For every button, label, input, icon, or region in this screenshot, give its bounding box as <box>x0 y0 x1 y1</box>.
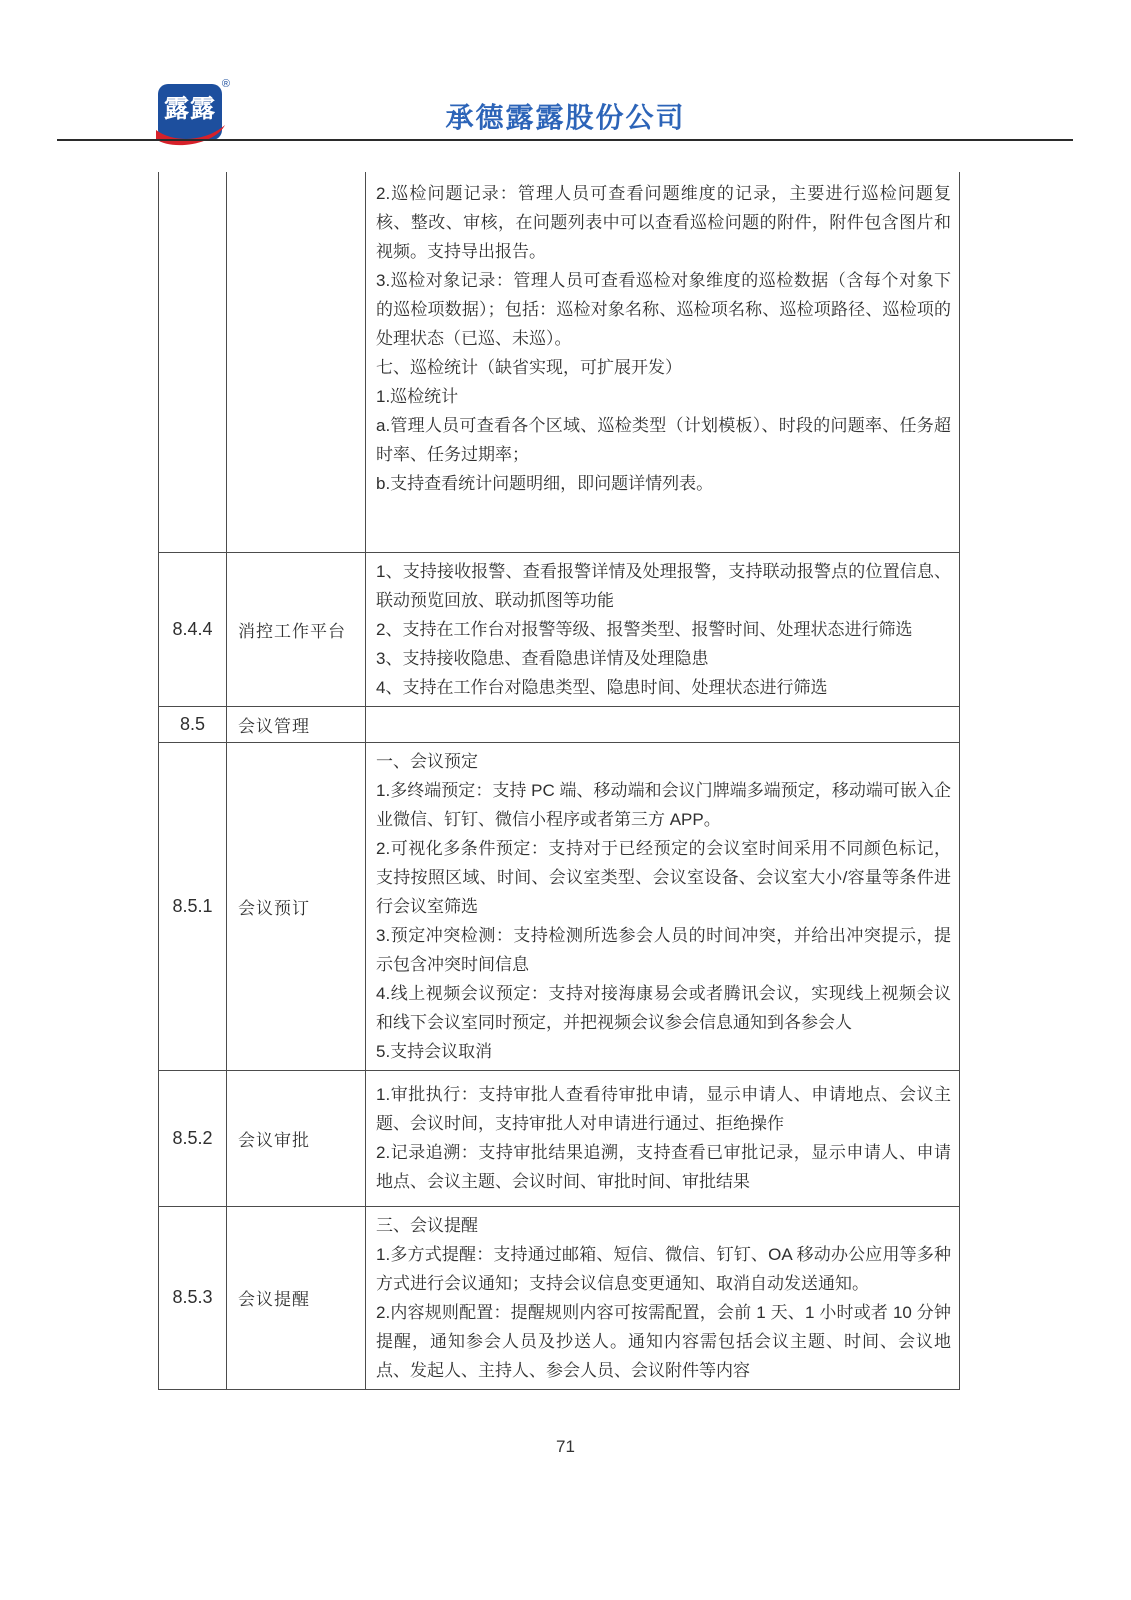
page-number: 71 <box>556 1437 575 1456</box>
row-label-cell: 会议管理 <box>227 706 366 742</box>
row-content-cell: 1.审批执行：支持审批人查看待审批申请，显示申请人、申请地点、会议主题、会议时间，支持审批人对申请进行通过、拒绝操作 2.记录追溯：支持审批结果追溯，支持查看已审批记录，显示申请人、申请地点、会议主题、会议时间、审批时间、审批结果 <box>366 1070 960 1206</box>
row-label-cell: 会议提醒 <box>227 1206 366 1389</box>
table-row-8-5-1 <box>159 742 960 1070</box>
row-content-cell: 2.巡检问题记录：管理人员可查看问题维度的记录，主要进行巡检问题复核、整改、审核，在问题列表中可以查看巡检问题的附件，附件包含图片和视频。支持导出报告。 3.巡检对象记录：管理人员可查看巡检对象维度的巡检数据（含每个对象下的巡检项数据）；包括：巡检对象名称、巡检项名称、巡检项路径、巡检项的处理状态（已巡、未巡）。 七、巡检统计（缺省实现，可扩展开发） 1.巡检统计 a.管理人员可查看各个区域、巡检类型（计划模板）、时段的问题率、任务超时率、任务过期率； b.支持查看统计问题明细，即问题详情列表。 <box>366 172 960 552</box>
table-row-8-5 <box>159 706 960 742</box>
row-number-cell: 8.5.3 <box>159 1206 227 1389</box>
table-row-continuation <box>159 172 960 552</box>
company-name-title: 承德露露股份公司 <box>445 102 686 133</box>
row-label-cell: 会议预订 <box>227 742 366 1070</box>
row-label-cell <box>227 172 366 552</box>
row-number-cell: 8.4.4 <box>159 552 227 706</box>
header-divider <box>57 139 1073 141</box>
logo-text: 露露 <box>163 94 216 123</box>
table-row-8-5-3 <box>159 1206 960 1389</box>
row-number-cell: 8.5.1 <box>159 742 227 1070</box>
row-number-cell <box>159 172 227 552</box>
registered-mark: ® <box>221 78 230 90</box>
row-content-cell: 1、支持接收报警、查看报警详情及处理报警，支持联动报警点的位置信息、联动预览回放、联动抓图等功能 2、支持在工作台对报警等级、报警类型、报警时间、处理状态进行筛选 3、支持接收隐患、查看隐患详情及处理隐患 4、支持在工作台对隐患类型、隐患时间、处理状态进行筛选 <box>366 552 960 706</box>
row-label-cell: 消控工作平台 <box>227 552 366 706</box>
table-row-8-4-4 <box>159 552 960 706</box>
row-content-cell: 三、会议提醒 1.多方式提醒：支持通过邮箱、短信、微信、钉钉、OA 移动办公应用等多种方式进行会议通知；支持会议信息变更通知、取消自动发送通知。 2.内容规则配置：提醒规则内容可按需配置，会前 1 天、1 小时或者 10 分钟提醒，通知参会人员及抄送人。通知内容需包括会议主题、时间、会议地点、发起人、主持人、参会人员、会议附件等内容 <box>366 1206 960 1389</box>
table-row-8-5-2 <box>159 1070 960 1206</box>
requirements-table <box>158 172 960 1390</box>
row-label-cell: 会议审批 <box>227 1070 366 1206</box>
row-number-cell: 8.5 <box>159 706 227 742</box>
row-content-cell <box>366 706 960 742</box>
row-content-cell: 一、会议预定 1.多终端预定：支持 PC 端、移动端和会议门牌端多端预定，移动端可嵌入企业微信、钉钉、微信小程序或者第三方 APP。 2.可视化多条件预定：支持对于已经预定的会议室时间采用不同颜色标记，支持按照区域、时间、会议室类型、会议室设备、会议室大小/容量等条件进行会议室筛选 3.预定冲突检测：支持检测所选参会人员的时间冲突，并给出冲突提示，提示包含冲突时间信息 4.线上视频会议预定：支持对接海康易会或者腾讯会议，实现线上视频会议和线下会议室同时预定，并把视频会议参会信息通知到各参会人 5.支持会议取消 <box>366 742 960 1070</box>
row-number-cell: 8.5.2 <box>159 1070 227 1206</box>
